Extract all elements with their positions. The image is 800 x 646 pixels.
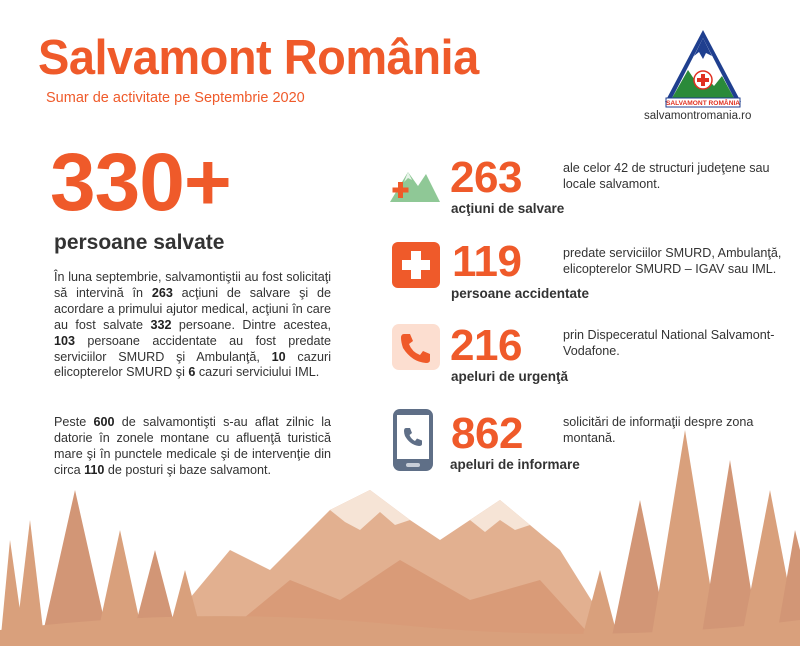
salvamont-logo — [662, 26, 744, 110]
phone-icon — [388, 322, 444, 372]
stat-desc-rescues: ale celor 42 de structuri judeţene sau locale salvamont. — [563, 161, 770, 191]
paragraph-1: În luna septembrie, salvamontiştii au fost solicitaţi să intervină în 263 acţiuni de salvare şi de acordare a primului ajutor medical, acţiuni în care au fost salvate 332 persoane. Dintre acestea, 103 persoane accidentate au fost predate serviciilor SMURD şi Ambulanţă, 10 cazuri elicopterelor SMURD şi 6 cazuri serviciului IML. — [54, 270, 332, 380]
hero-label: persoane salvate — [54, 231, 225, 254]
website-link[interactable]: salvamontromania.ro — [644, 110, 752, 122]
stat-number-injured: 119 — [452, 237, 522, 286]
stat-label-info-calls: apeluri de informare — [450, 457, 580, 472]
stat-desc-injured: predate serviciilor SMURD, Ambulanţă, elicopterelor SMURD – IGAV sau IML. — [563, 246, 782, 276]
page-title: Salvamont România — [38, 29, 479, 85]
stat-desc-emergency-calls: prin Dispeceratul National Salvamont-Vodafone. — [563, 328, 775, 358]
stat-label-injured: persoane accidentate — [451, 286, 590, 301]
logo-text: SALVAMONT ROMÂNIA — [665, 100, 741, 107]
stat-label-emergency-calls: apeluri de urgenţă — [451, 369, 569, 384]
mountain-cross-icon — [386, 158, 442, 208]
page-subtitle: Sumar de activitate pe Septembrie 2020 — [46, 90, 305, 106]
stat-number-rescues: 263 — [450, 153, 522, 202]
stat-desc-info-calls: solicitări de informaţii despre zona montană. — [563, 415, 754, 445]
paragraph-2: Peste 600 de salvamontişti s-au aflat zilnic la datorie în zonele montane cu afluenţă turistică mare şi în punctele medicale şi de intervenţie din circa 110 de posturi şi baze salvamont. — [54, 415, 332, 477]
smartphone-icon — [392, 408, 434, 472]
stat-number-info-calls: 862 — [451, 409, 523, 458]
stat-label-rescues: acţiuni de salvare — [451, 201, 565, 216]
stat-number-emergency-calls: 216 — [450, 321, 522, 370]
medical-cross-icon — [388, 240, 444, 290]
hero-number: 330+ — [50, 137, 231, 228]
